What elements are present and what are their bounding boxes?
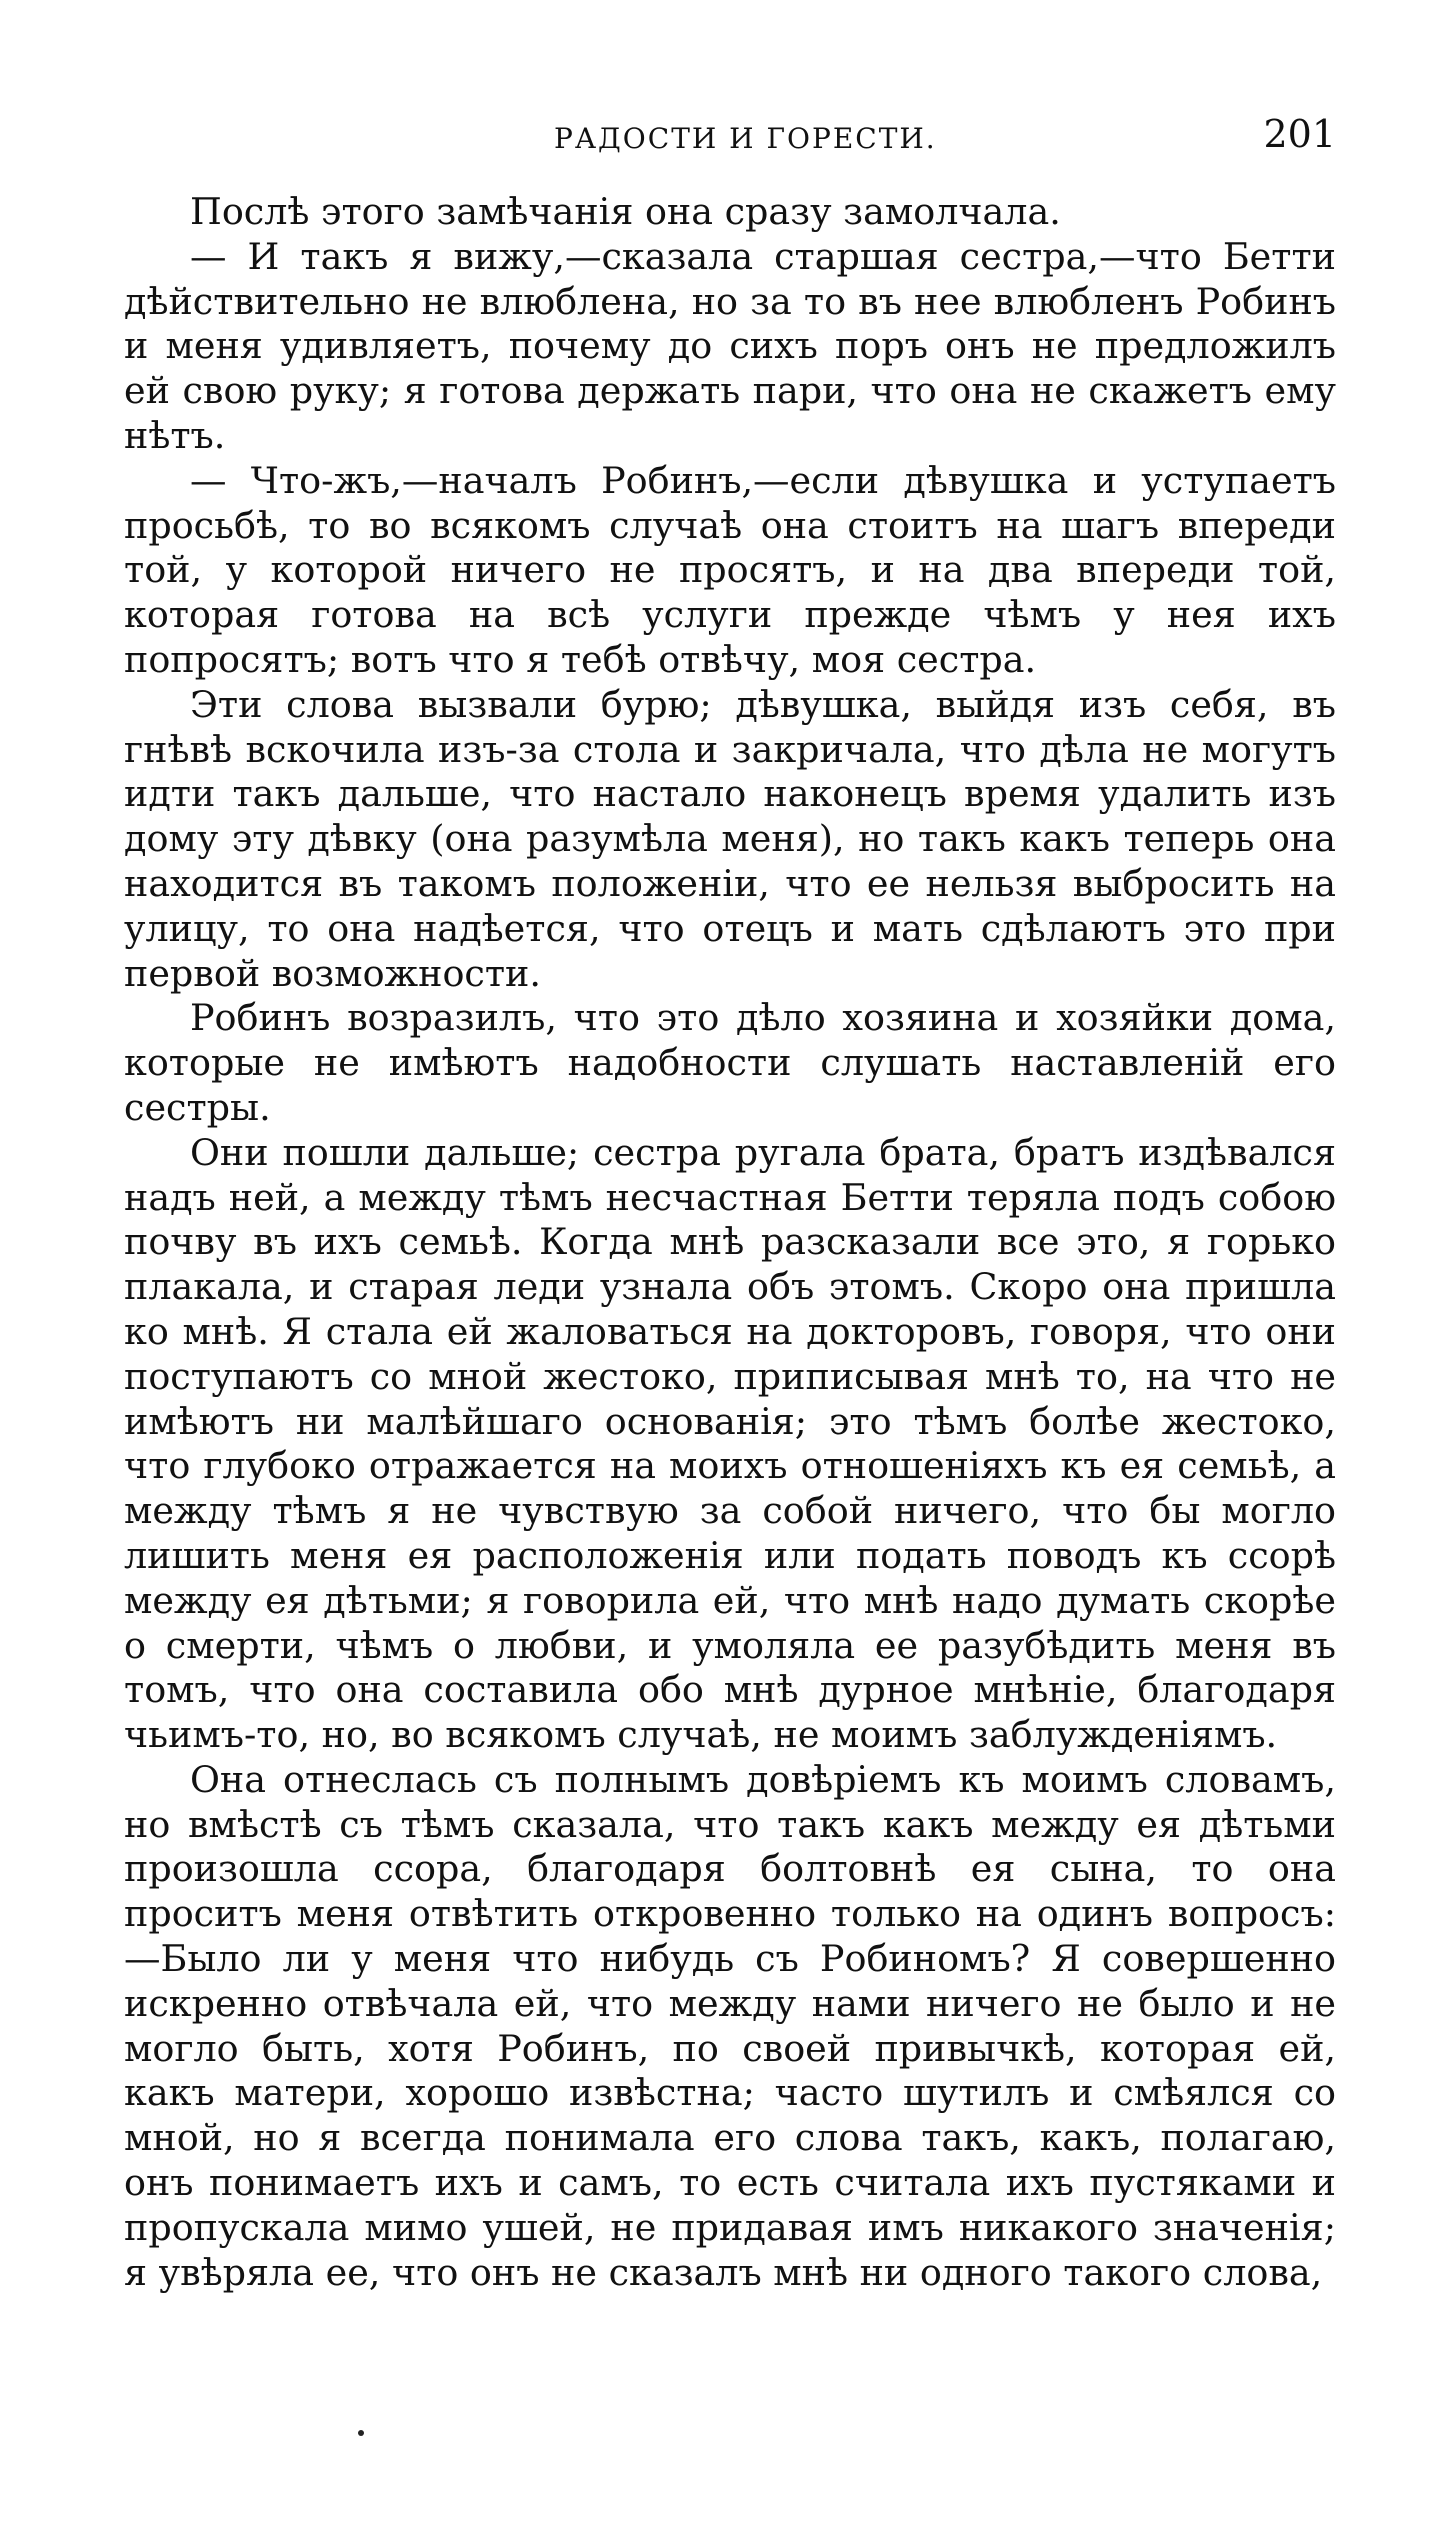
paragraph: Эти слова вызвали бурю; дѣвушка, выйдя изъ себя, въ гнѣвѣ вскочила изъ-за стола и закричала, что дѣла не могутъ идти такъ дальше, что настало наконецъ время удалить изъ дому эту дѣвку (она разумѣла меня), но такъ какъ теперь она находится въ такомъ положеніи, что ее нельзя выбросить на улицу, то она надѣется, что отецъ и мать сдѣлаютъ это при первой возможности. <box>124 682 1336 995</box>
ink-speck <box>358 2430 364 2436</box>
paragraph: Робинъ возразилъ, что это дѣло хозяина и хозяйки дома, которые не имѣютъ надобности слушать наставленій его сестры. <box>124 996 1336 1129</box>
page-number: 201 <box>1263 112 1336 156</box>
running-title: РАДОСТИ И ГОРЕСТИ. <box>554 122 937 155</box>
paragraph: — Что-жъ,—началъ Робинъ,—если дѣвушка и уступаетъ просьбѣ, то во всякомъ случаѣ она стоитъ на шагъ впереди той, у которой ничего не просятъ, и на два впереди той, которая готова на всѣ услуги прежде чѣмъ у нея ихъ попросятъ; вотъ что я тебѣ отвѣчу, моя сестра. <box>124 458 1336 681</box>
paragraph: — И такъ я вижу,—сказала старшая сестра,—что Бетти дѣйствительно не влюблена, но за то въ нее влюбленъ Робинъ и меня удивляетъ, почему до сихъ поръ онъ не предложилъ ей свою руку; я готова держать пари, что она не скажетъ ему нѣтъ. <box>124 234 1336 457</box>
paragraph: Они пошли дальше; сестра ругала брата, братъ издѣвался надъ ней, а между тѣмъ несчастная Бетти теряла подъ собою почву въ ихъ семьѣ. Когда мнѣ разсказали все это, я горько плакала, и старая леди узнала объ этомъ. Скоро она пришла ко мнѣ. Я стала ей жаловаться на докторовъ, говоря, что они поступаютъ со мной жестоко, приписывая мнѣ то, на что не имѣютъ ни малѣйшаго основанія; это тѣмъ болѣе жестоко, что глубоко отражается на моихъ отношеніяхъ къ ея семьѣ, а между тѣмъ я не чувствую за собой ничего, что бы могло лишить меня ея расположенія или подать поводъ къ ссорѣ между ея дѣтьми; я говорила ей, что мнѣ надо думать скорѣе о смерти, чѣмъ о любви, и умоляла ее разубѣдить меня въ томъ, что она составила обо мнѣ дурное мнѣніе, благодаря чьимъ-то, но, во всякомъ случаѣ, не моимъ заблужденіямъ. <box>124 1130 1336 1757</box>
paragraph: Она отнеслась съ полнымъ довѣріемъ къ моимъ словамъ, но вмѣстѣ съ тѣмъ сказала, что такъ какъ между ея дѣтьми произошла ссора, благодаря болтовнѣ ея сына, то она проситъ меня отвѣтить откровенно только на одинъ вопросъ:—Было ли у меня что нибудь съ Робиномъ? Я совершенно искренно отвѣчала ей, что между нами ничего не было и не могло быть, хотя Робинъ, по своей привычкѣ, которая ей, какъ матери, хорошо извѣстна; часто шутилъ и смѣялся со мной, но я всегда понимала его слова такъ, какъ, полагаю, онъ понимаетъ ихъ и самъ, то есть считала ихъ пустяками и пропускала мимо ушей, не придавая имъ никакого значенія; я увѣряла ее, что онъ не сказалъ мнѣ ни одного такого слова, <box>124 1757 1336 2294</box>
page-header <box>124 112 1336 162</box>
paragraph: Послѣ этого замѣчанія она сразу замолчала. <box>190 190 1061 233</box>
body-text <box>124 190 1336 2295</box>
